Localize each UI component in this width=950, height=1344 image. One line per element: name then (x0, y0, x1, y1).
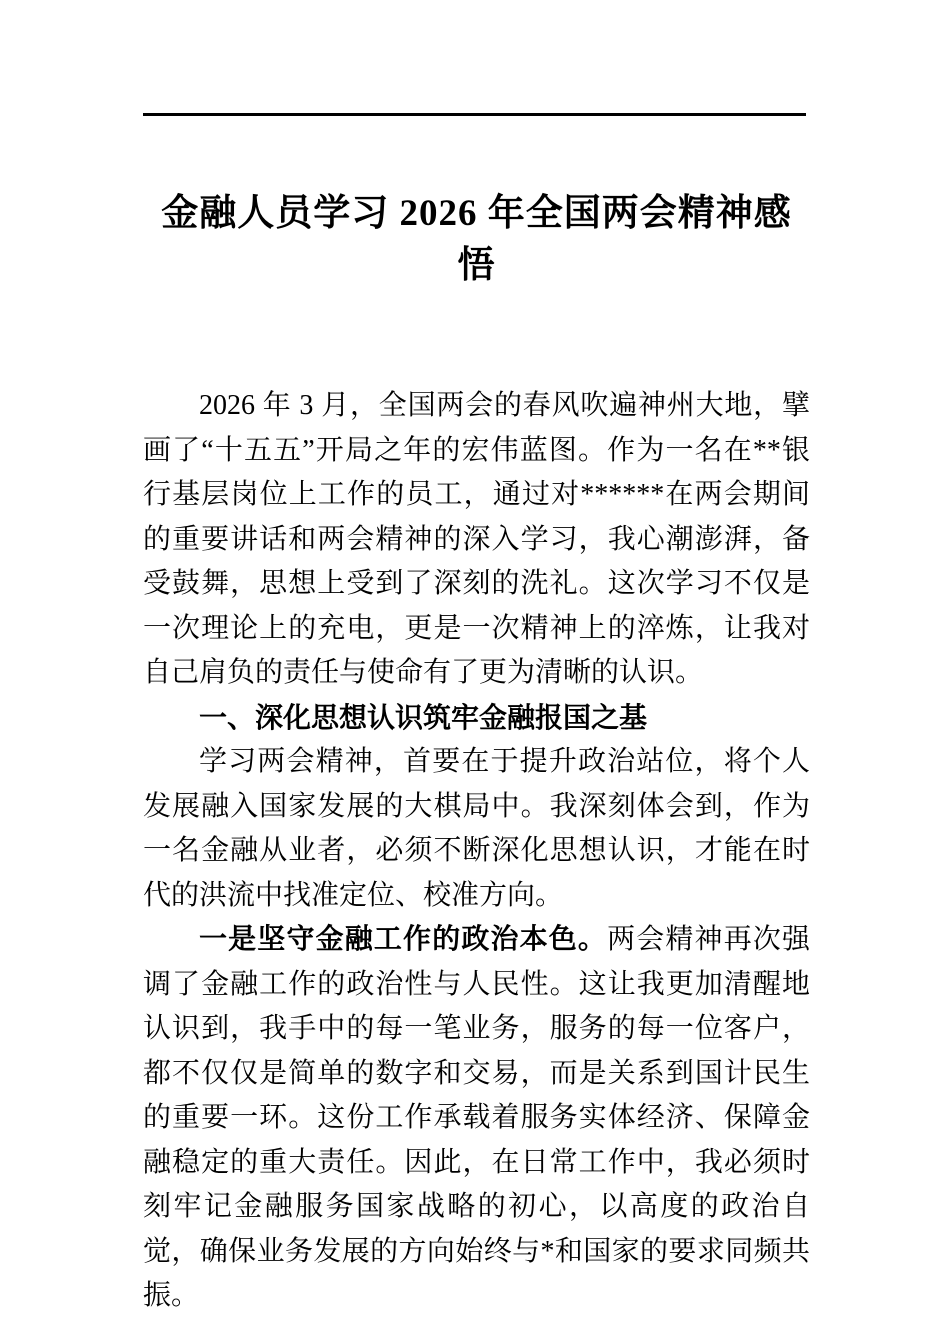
document-body (143, 384, 810, 1319)
paragraph-3-text: 两会精神再次强调了金融工作的政治性与人民性。这让我更加清醒地认识到，我手中的每一笔业务，服务的每一位客户，都不仅仅是简单的数字和交易，而是关系到国计民生的重要一环。这份工作承载着服务实体经济、保障金融稳定的重大责任。因此，在日常工作中，我必须时刻牢记金融服务国家战略的初心，以高度的政治自觉，确保业务发展的方向始终与*和国家的要求同频共振。 (143, 924, 810, 1311)
paragraph-3-bold-lead: 一是坚守金融工作的政治本色。 (199, 924, 608, 955)
paragraph-3 (143, 918, 810, 1319)
header-rule (143, 113, 806, 116)
paragraph-intro: 2026 年 3 月，全国两会的春风吹遍神州大地，擘画了“十五五”开局之年的宏伟蓝图。作为一名在**银行基层岗位上工作的员工，通过对******在两会期间的重要讲话和两会精神的深入学习，我心潮澎湃，备受鼓舞，思想上受到了深刻的洗礼。这次学习不仅是一次理论上的充电，更是一次精神上的淬炼，让我对自己肩负的责任与使命有了更为清晰的认识。 (143, 390, 810, 688)
document-title: 金融人员学习 2026 年全国两会精神感悟 (161, 193, 792, 286)
paragraph-2: 学习两会精神，首要在于提升政治站位，将个人发展融入国家发展的大棋局中。我深刻体会到，作为一名金融从业者，必须不断深化思想认识，才能在时代的洪流中找准定位、校准方向。 (143, 746, 810, 911)
section-heading-1: 一、深化思想认识筑牢金融报国之基 (199, 701, 648, 733)
